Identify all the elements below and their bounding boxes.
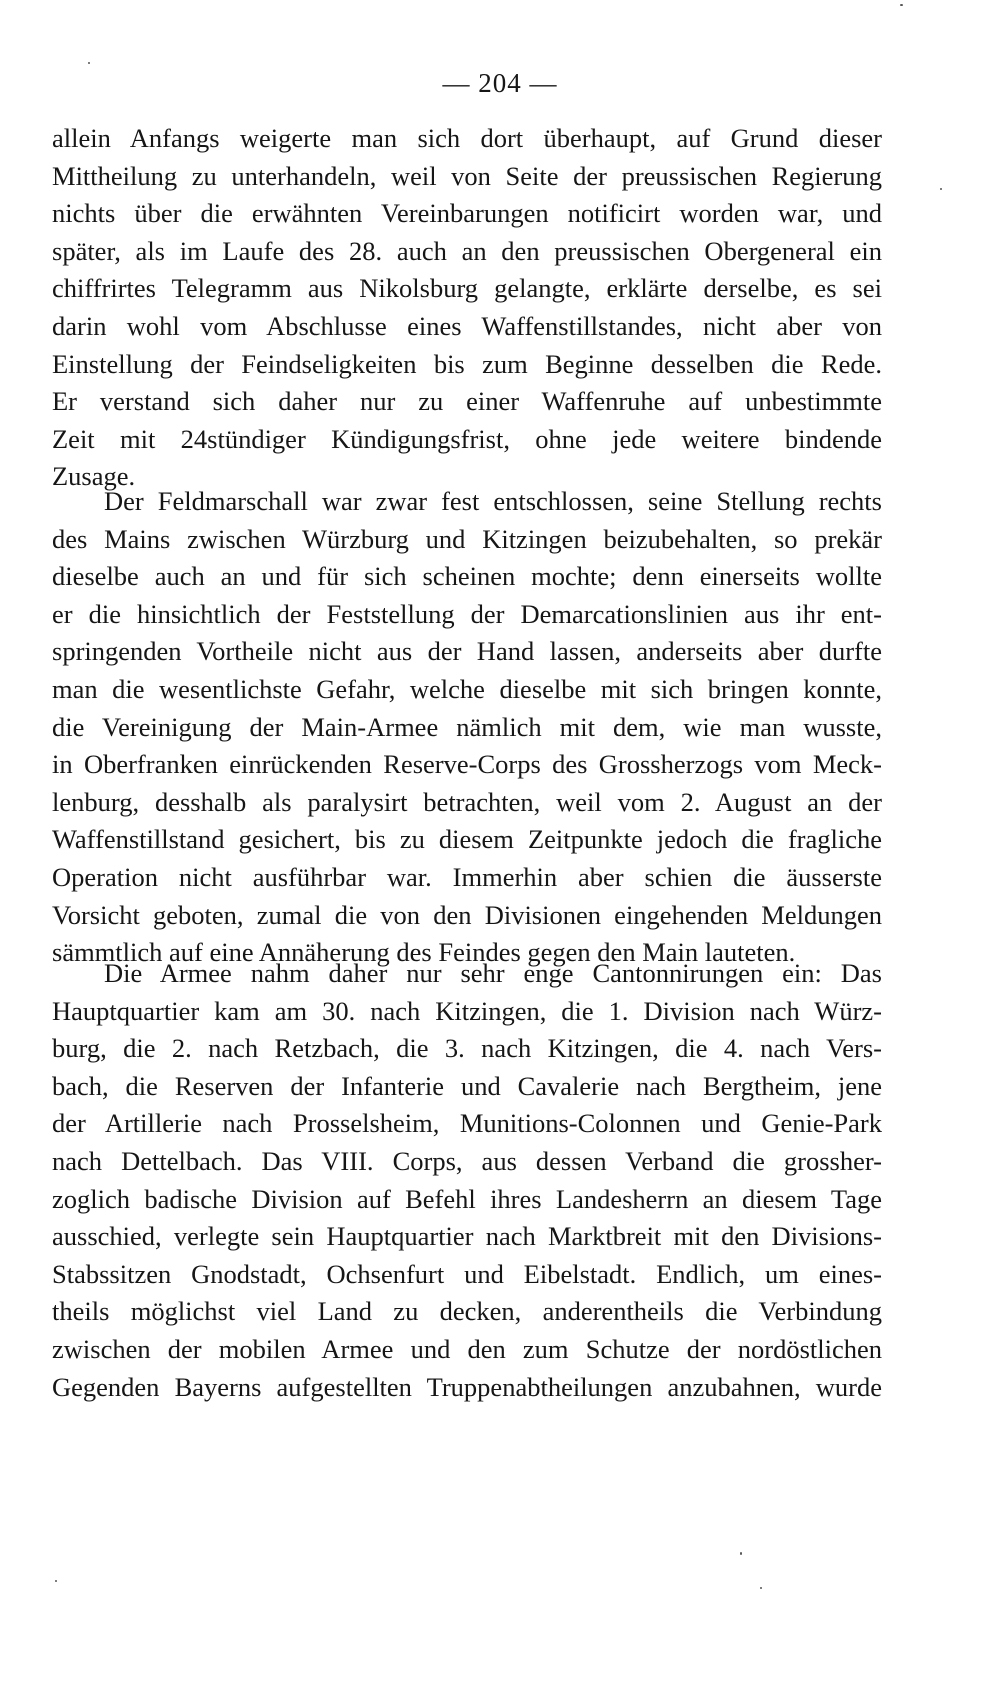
text-line: darin wohl vom Abschlusse eines Waffenstillstandes, nicht aber von: [52, 310, 882, 341]
scan-speck: [900, 4, 903, 6]
text-line: lenburg, desshalb als paralysirt betrachten, weil vom 2. August an der: [52, 786, 882, 817]
text-line: zoglich badische Division auf Befehl ihres Landesherrn an diesem Tage: [52, 1183, 882, 1214]
text-line: Er verstand sich daher nur zu einer Waffenruhe auf unbestimmte: [52, 386, 882, 417]
text-line: nichts über die erwähnten Vereinbarungen notificirt worden war, und: [52, 198, 882, 229]
text-line: Waffenstillstand gesichert, bis zu diesem Zeitpunkte jedoch die fragliche: [52, 824, 882, 855]
text-line: chiffrirtes Telegramm aus Nikolsburg gelangte, erklärte derselbe, es sei: [52, 273, 882, 304]
text-line: Der Feldmarschall war zwar fest entschlossen, seine Stellung rechts: [104, 486, 882, 516]
scan-speck: [88, 62, 90, 64]
text-line: ausschied, verlegte sein Hauptquartier nach Marktbreit mit den Divisions-: [52, 1221, 882, 1252]
paragraph-1: [52, 120, 882, 496]
text-line: nach Dettelbach. Das VIII. Corps, aus dessen Verband die grossher-: [52, 1145, 882, 1176]
text-line: Mittheilung zu unterhandeln, weil von Seite der preussischen Regierung: [52, 160, 882, 191]
scan-speck: [740, 1552, 742, 1555]
scan-speck: [760, 1587, 762, 1589]
text-line: Zeit mit 24stündiger Kündigungsfrist, ohne jede weitere bindende: [52, 423, 882, 454]
text-line: Hauptquartier kam am 30. nach Kitzingen, die 1. Division nach Würz-: [52, 995, 882, 1026]
text-line: Operation nicht ausführbar war. Immerhin aber schien die äusserste: [52, 861, 882, 892]
text-line: sämmtlich auf eine Annäherung des Feindes gegen den Main lauteten.: [52, 937, 796, 968]
text-line: springenden Vortheile nicht aus der Hand lassen, anderseits aber durfte: [52, 636, 882, 667]
text-line: Vorsicht geboten, zumal die von den Divisionen eingehenden Meldungen: [52, 899, 882, 930]
text-line: Gegenden Bayerns aufgestellten Truppenabtheilungen anzubahnen, wurde: [52, 1371, 882, 1402]
text-line: dieselbe auch an und für sich scheinen mochte; denn einerseits wollte: [52, 561, 882, 592]
text-line: Einstellung der Feindseligkeiten bis zum Beginne desselben die Rede.: [52, 348, 882, 379]
text-line: die Vereinigung der Main-Armee nämlich mit dem, wie man wusste,: [52, 711, 882, 742]
text-line: allein Anfangs weigerte man sich dort überhaupt, auf Grund dieser: [52, 123, 882, 153]
text-line: bach, die Reserven der Infanterie und Cavalerie nach Bergtheim, jene: [52, 1070, 882, 1101]
text-line: burg, die 2. nach Retzbach, die 3. nach Kitzingen, die 4. nach Vers-: [52, 1033, 882, 1064]
text-line: er die hinsichtlich der Feststellung der Demarcationslinien aus ihr ent-: [52, 598, 882, 629]
text-line: Zusage.: [52, 461, 136, 492]
text-line: theils möglichst viel Land zu decken, anderentheils die Verbindung: [52, 1296, 882, 1327]
paragraph-2: [52, 483, 882, 972]
text-line: Stabssitzen Gnodstadt, Ochsenfurt und Eibelstadt. Endlich, um eines-: [52, 1258, 882, 1289]
page-number: — 204 —: [442, 68, 558, 98]
text-line: Die Armee nahm daher nur sehr enge Cantonnirungen ein: Das: [104, 958, 882, 988]
text-line: in Oberfranken einrückenden Reserve-Corps des Grossherzogs vom Meck-: [52, 749, 882, 780]
scan-speck: [940, 188, 942, 190]
text-line: man die wesentlichste Gefahr, welche dieselbe mit sich bringen konnte,: [52, 673, 882, 704]
paragraph-3: [52, 955, 882, 1406]
text-line: des Mains zwischen Würzburg und Kitzingen beizubehalten, so prekär: [52, 523, 882, 554]
text-line: der Artillerie nach Prosselsheim, Munitions-Colonnen und Genie-Park: [52, 1108, 882, 1139]
text-line: später, als im Laufe des 28. auch an den preussischen Obergeneral ein: [52, 235, 882, 266]
scan-speck: [55, 1580, 57, 1582]
text-line: zwischen der mobilen Armee und den zum Schutze der nordöstlichen: [52, 1333, 882, 1364]
